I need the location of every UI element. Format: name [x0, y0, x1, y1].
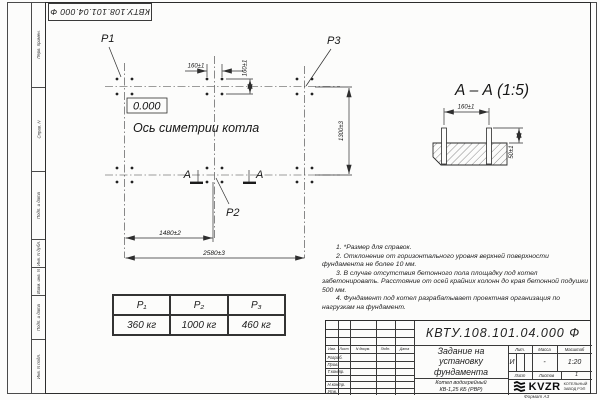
- tb-sheets-value: 1: [574, 372, 579, 378]
- margin-label: Перв. примен.: [36, 30, 41, 59]
- label-p1: P1: [101, 33, 115, 45]
- tb-doc-number: КВТУ.108.101.04.000 Ф: [425, 326, 581, 340]
- tb-row-tkontr: Т.контр.: [327, 369, 345, 374]
- tb-row-nkontr: Н.контр.: [327, 382, 346, 387]
- margin-label: Подп. и дата: [36, 304, 41, 331]
- tb-row-utv: Утв.: [327, 389, 338, 394]
- kvzr-logo-icon: [513, 381, 526, 393]
- anchor-bolt-dot: [311, 181, 314, 184]
- grid-line: [326, 375, 414, 376]
- tb-title: [414, 345, 508, 378]
- grid-line: [326, 329, 414, 330]
- load-table-value: 1000 кг: [170, 315, 227, 335]
- grid-line: [376, 321, 377, 395]
- anchor-bolt-dot: [221, 78, 224, 81]
- load-table: [112, 294, 286, 336]
- load-table-header: P₁: [113, 295, 170, 315]
- margin-label: Инв. N подл.: [36, 353, 41, 379]
- anchor-bolt-dot: [131, 78, 134, 81]
- axis-label: Ось симетрии котла: [133, 121, 260, 135]
- load-table-header: P₂: [170, 295, 227, 315]
- tb-title-line: установку: [439, 356, 483, 367]
- anchor-bolt-dot: [206, 167, 209, 170]
- tb-product-line: Котел водогрейный: [435, 380, 487, 386]
- elevation-label: 0.000: [133, 100, 161, 113]
- margin-label: Подп. и дата: [36, 192, 41, 219]
- tb-row-razrab: Разраб.: [327, 354, 343, 360]
- dim-1480-label: 1480±2: [159, 230, 181, 237]
- tb-header-ndok: N докум.: [355, 347, 371, 351]
- dim-1300-label: 1300±3: [339, 121, 345, 141]
- anchor-bolt-dot: [221, 93, 224, 96]
- kvzr-logo-text: KVZR: [528, 381, 561, 393]
- grid-line: [524, 353, 525, 371]
- tb-header-data: Дата: [399, 347, 410, 351]
- tb-lit-header: Лит.: [515, 346, 525, 352]
- tb-title-line: фундамента: [433, 366, 489, 377]
- tb-header-izm: Изм.: [328, 347, 336, 351]
- dim-160v-label: 160±1: [242, 59, 249, 77]
- load-table-value: 360 кг: [113, 315, 170, 335]
- section-title: А – А (1:5): [454, 82, 530, 99]
- ext-lines-1300: [315, 87, 352, 175]
- anchor-bolt-dot: [116, 93, 119, 96]
- leader-p1: [109, 47, 121, 77]
- title-block: [325, 320, 591, 394]
- tb-mass-value: -: [543, 358, 546, 366]
- anchor-bolt-dot: [206, 93, 209, 96]
- anchor-bolt-dot: [221, 167, 224, 170]
- anchor-bolt-dot: [206, 181, 209, 184]
- format-label: Формат А3: [524, 394, 550, 399]
- anchor-bolt-dot: [131, 93, 134, 96]
- section-letter-left: A: [183, 169, 191, 181]
- grid-line: [326, 337, 414, 338]
- anchor-bolt-dot: [131, 167, 134, 170]
- tb-header-podp: Подп.: [380, 347, 391, 351]
- grid-line: [516, 353, 517, 371]
- tb-mass-header: Масса: [538, 346, 551, 352]
- dim-sec50-label: 50±1: [509, 145, 515, 159]
- leader-p3: [306, 49, 331, 86]
- ext-lines-sec160: [444, 108, 489, 125]
- anchor-bolt-dot: [116, 181, 119, 184]
- tb-sheet-label: Лист: [514, 372, 526, 378]
- section-letter-right: A: [256, 169, 264, 181]
- anchor-bolt-right: [487, 128, 492, 164]
- anchor-bolt-dot: [131, 181, 134, 184]
- anchor-bolt-dot: [116, 167, 119, 170]
- anchor-bolt-dot: [296, 78, 299, 81]
- note-item: 4. Фундамент под котел разрабатывает проектная организация по нагрузкам на фундамент.: [322, 295, 561, 311]
- note-item: 1. *Размер для справок.: [336, 244, 412, 251]
- tb-lit-value: И: [509, 358, 515, 366]
- note-item: 3. В случае отсутствия бетонного пола площадку под котел забетонировать. Расстояние от осей крайних колонн до края бетонной подушки 500 мм.: [322, 269, 589, 294]
- tb-scale-value: 1:20: [567, 358, 582, 366]
- margin-label: Справ. N: [36, 120, 42, 139]
- load-table-value: 460 кг: [228, 315, 285, 335]
- grid-line: [395, 321, 396, 395]
- tb-header-list: Лист: [339, 347, 349, 351]
- anchor-bolt-dot: [296, 181, 299, 184]
- anchor-bolt-dot: [311, 93, 314, 96]
- section-view: [433, 82, 529, 165]
- kvzr-tagline: [564, 382, 588, 391]
- anchor-bolt-dot: [221, 181, 224, 184]
- note-item: 2. Отклонение от горизонтального уровня верхней поверхности фундамента не более 10 мм.: [322, 252, 549, 268]
- notes-block: [322, 244, 592, 312]
- kvzr-tagline-line: ЗАВОД РЭП: [563, 387, 586, 391]
- label-p2: P2: [226, 207, 240, 219]
- anchor-bolt-dot: [296, 93, 299, 96]
- plan-view: [101, 33, 352, 258]
- tb-product-line: КВ-1,25 КБ (РВР): [439, 386, 483, 393]
- tb-product: [414, 378, 508, 395]
- load-table-header: P₃: [228, 295, 285, 315]
- tb-title-line: Задание на: [437, 345, 485, 356]
- anchor-bolt-dot: [206, 78, 209, 81]
- anchor-bolt-dot: [296, 167, 299, 170]
- tb-sheets-label: Листов: [538, 372, 555, 378]
- ext-lines-sec50: [493, 128, 523, 143]
- kvzr-tagline-line: КОТЕЛЬНЫЙ: [563, 382, 588, 387]
- label-p3: P3: [327, 35, 341, 47]
- tb-scale-header: Масштаб: [564, 346, 585, 352]
- corner-stamp-text: КВТУ.108.101.04.000 Ф: [49, 7, 151, 17]
- anchor-bolt-dot: [311, 167, 314, 170]
- dim-sec160-label: 160±1: [457, 104, 475, 111]
- margin-label: Инв. N дубл.: [36, 241, 41, 266]
- dim-2580-label: 2580±3: [203, 250, 225, 257]
- anchor-bolt-dot: [116, 78, 119, 81]
- tb-row-prov: Пров.: [327, 362, 339, 367]
- margin-label: Взам. инв. N: [36, 268, 41, 295]
- anchor-bolt-left: [442, 128, 447, 164]
- dim-160h-label: 160±1: [187, 63, 205, 70]
- tb-company: [508, 379, 592, 395]
